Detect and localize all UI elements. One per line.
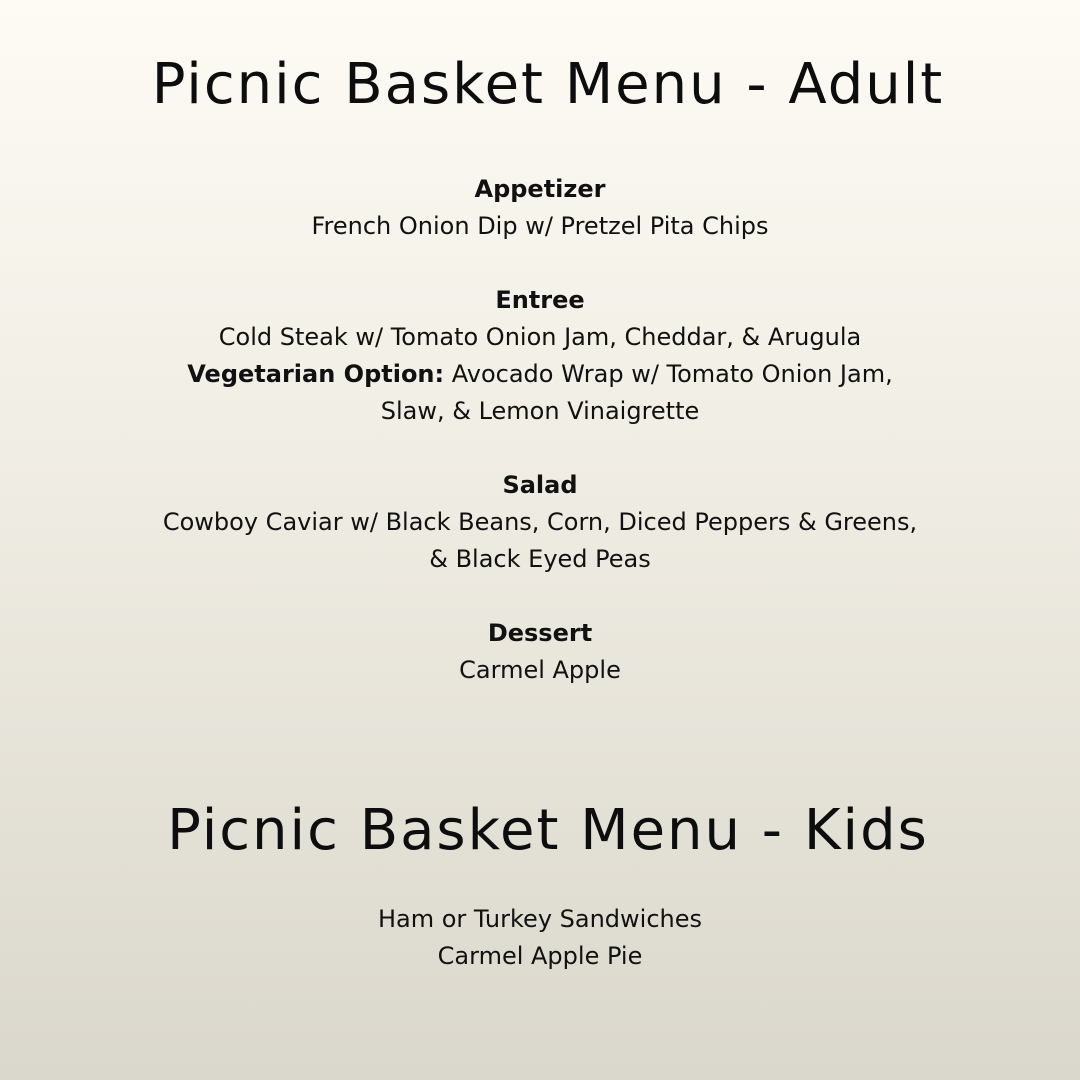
kids-item-sandwiches: Ham or Turkey Sandwiches — [377, 905, 703, 933]
salad-item-continued: & Black Eyed Peas — [429, 545, 651, 573]
kids-item-dessert: Carmel Apple Pie — [437, 942, 643, 970]
salad-item: Cowboy Caviar w/ Black Beans, Corn, Diced Peppers & Greens, — [162, 508, 918, 536]
entree-heading: Entree — [495, 286, 585, 314]
salad-section — [0, 467, 1080, 578]
adult-menu-title: Picnic Basket Menu - Adult — [151, 52, 945, 117]
kids-menu-section — [0, 901, 1080, 975]
dessert-item: Carmel Apple — [459, 656, 621, 684]
kids-menu-title: Picnic Basket Menu - Kids — [167, 798, 929, 863]
dessert-section — [0, 615, 1080, 689]
appetizer-item: French Onion Dip w/ Pretzel Pita Chips — [311, 212, 769, 240]
dessert-heading: Dessert — [487, 619, 593, 647]
appetizer-heading: Appetizer — [474, 175, 606, 203]
vegetarian-option-item: Avocado Wrap w/ Tomato Onion Jam, — [444, 360, 893, 388]
entree-item: Cold Steak w/ Tomato Onion Jam, Cheddar, & Arugula — [218, 323, 862, 351]
vegetarian-option-label: Vegetarian Option: — [187, 360, 445, 388]
appetizer-section — [0, 171, 1080, 245]
vegetarian-option-item-continued: Slaw, & Lemon Vinaigrette — [380, 397, 700, 425]
salad-heading: Salad — [502, 471, 578, 499]
entree-section — [0, 282, 1080, 430]
vegetarian-option-line — [0, 356, 1080, 393]
